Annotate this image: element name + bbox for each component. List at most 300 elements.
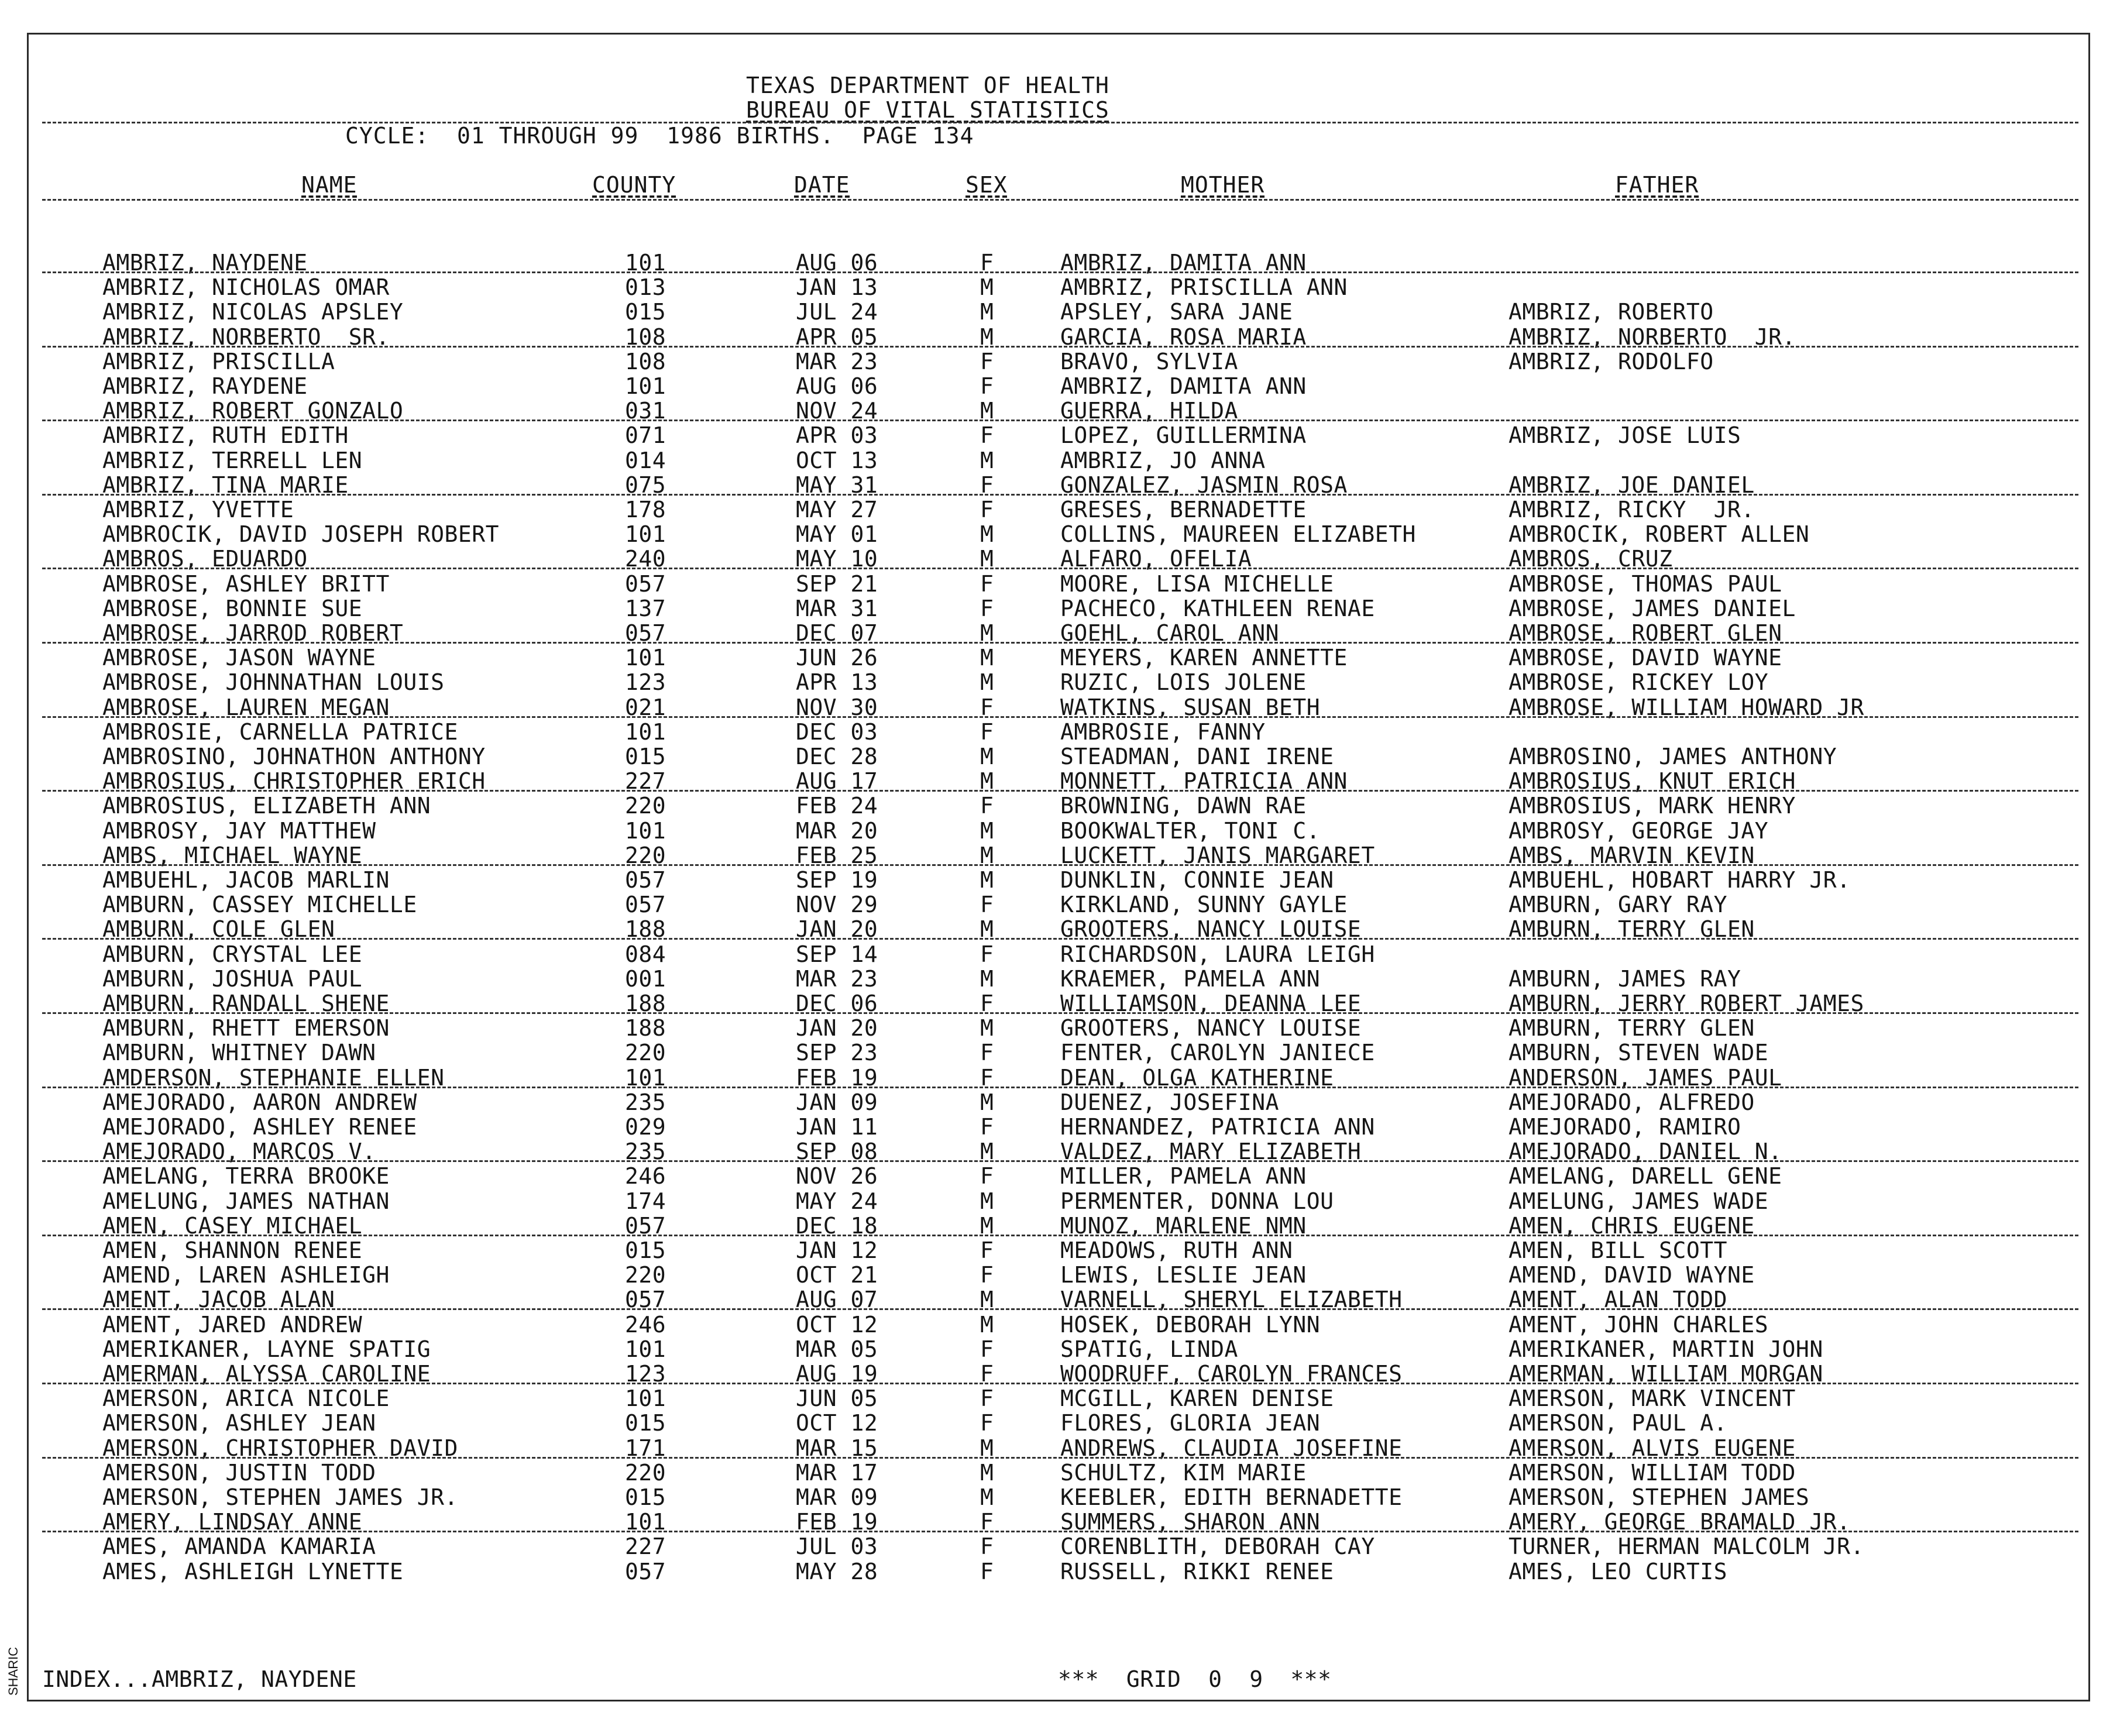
cell-father: AMENT, JOHN CHARLES: [1509, 1311, 1769, 1338]
cell-sex: F: [980, 991, 994, 1016]
cell-sex: M: [980, 768, 994, 795]
cell-county: 015: [625, 744, 666, 769]
header-bureau: BUREAU OF VITAL STATISTICS: [746, 97, 1109, 123]
cell-mother: GOEHL, CAROL ANN: [1060, 620, 1280, 646]
cell-county: 220: [625, 793, 666, 819]
cell-date: NOV 30: [796, 694, 878, 720]
cell-date: MAR 31: [796, 595, 878, 621]
cell-name: AMERSON, ARICA NICOLE: [102, 1386, 390, 1412]
cell-county: 021: [625, 694, 666, 720]
cell-name: AMBRIZ, RUTH EDITH: [102, 422, 349, 449]
cell-name: AMBROSIE, CARNELLA PATRICE: [102, 719, 458, 745]
cell-sex: F: [980, 719, 994, 745]
cell-father: AMES, LEO CURTIS: [1509, 1558, 1728, 1584]
cell-name: AMBURN, RANDALL SHENE: [102, 991, 390, 1016]
cell-father: AMEN, CHRIS EUGENE: [1509, 1212, 1755, 1239]
cell-date: APR 13: [796, 669, 878, 696]
cell-mother: DEAN, OLGA KATHERINE: [1060, 1064, 1334, 1091]
cell-father: AMBRIZ, RODOLFO: [1509, 348, 1714, 374]
cell-date: OCT 12: [796, 1410, 878, 1436]
table-row: [0, 275, 2127, 300]
cell-mother: BRAVO, SYLVIA: [1060, 348, 1238, 374]
cell-sex: M: [980, 645, 994, 671]
cell-county: 057: [625, 1287, 666, 1313]
cell-date: SEP 21: [796, 570, 878, 597]
row-separator: [42, 716, 2078, 718]
cell-mother: SCHULTZ, KIM MARIE: [1060, 1459, 1307, 1486]
cell-father: AMENT, ALAN TODD: [1509, 1287, 1728, 1313]
cell-sex: F: [980, 694, 994, 720]
footer-index: INDEX...AMBRIZ, NAYDENE: [42, 1666, 357, 1692]
cell-father: AMBROSE, JAMES DANIEL: [1509, 595, 1796, 621]
table-row: [0, 1115, 2127, 1139]
cell-mother: GROOTERS, NANCY LOUISE: [1060, 916, 1362, 943]
col-header-mother: MOTHER: [1181, 172, 1265, 198]
cell-mother: VARNELL, SHERYL ELIZABETH: [1060, 1287, 1403, 1313]
cell-father: AMBROSIUS, KNUT ERICH: [1509, 768, 1796, 795]
cell-sex: M: [980, 620, 994, 646]
cell-county: 188: [625, 1015, 666, 1041]
cell-mother: AMBRIZ, JO ANNA: [1060, 447, 1266, 473]
cell-county: 001: [625, 965, 666, 992]
cell-name: AMENT, JARED ANDREW: [102, 1311, 363, 1338]
cell-sex: F: [980, 1361, 994, 1387]
cell-mother: MUNOZ, MARLENE NMN: [1060, 1212, 1307, 1239]
cell-father: AMEND, DAVID WAYNE: [1509, 1262, 1755, 1288]
cell-father: AMBURN, TERRY GLEN: [1509, 1015, 1755, 1041]
cell-sex: M: [980, 1212, 994, 1239]
table-row: [0, 1189, 2127, 1214]
cell-date: FEB 19: [796, 1064, 878, 1091]
cell-county: 031: [625, 398, 666, 424]
cell-mother: PACHECO, KATHLEEN RENAE: [1060, 595, 1375, 621]
cell-mother: WOODRUFF, CAROLYN FRANCES: [1060, 1361, 1403, 1387]
cell-name: AMBROSE, ASHLEY BRITT: [102, 570, 390, 597]
cell-father: AMBROSE, ROBERT GLEN: [1509, 620, 1782, 646]
header-department: TEXAS DEPARTMENT OF HEALTH: [746, 73, 1109, 98]
cell-father: AMERSON, PAUL A.: [1509, 1410, 1728, 1436]
cell-mother: AMBRIZ, PRISCILLA ANN: [1060, 274, 1348, 301]
cell-date: MAR 15: [796, 1435, 878, 1461]
cell-sex: M: [980, 744, 994, 769]
cell-county: 235: [625, 1139, 666, 1165]
cell-county: 101: [625, 1386, 666, 1412]
cell-county: 108: [625, 348, 666, 374]
cell-father: AMBUEHL, HOBART HARRY JR.: [1509, 867, 1851, 893]
cell-mother: MILLER, PAMELA ANN: [1060, 1163, 1307, 1190]
cell-sex: F: [980, 472, 994, 498]
cell-name: AMEN, CASEY MICHAEL: [102, 1212, 363, 1239]
cell-name: AMBURN, RHETT EMERSON: [102, 1015, 390, 1041]
table-row: [0, 1386, 2127, 1411]
cell-father: AMBURN, STEVEN WADE: [1509, 1040, 1769, 1066]
cell-father: AMEJORADO, ALFREDO: [1509, 1089, 1755, 1115]
cell-mother: MOORE, LISA MICHELLE: [1060, 570, 1334, 597]
cell-mother: SUMMERS, SHARON ANN: [1060, 1509, 1321, 1535]
cell-name: AMBRIZ, PRISCILLA: [102, 348, 335, 374]
cell-mother: HOSEK, DEBORAH LYNN: [1060, 1311, 1321, 1338]
cell-county: 101: [625, 1336, 666, 1362]
cell-name: AMBURN, CASSEY MICHELLE: [102, 892, 417, 918]
row-separator: [42, 642, 2078, 644]
cell-mother: GONZALEZ, JASMIN ROSA: [1060, 472, 1348, 498]
cell-name: AMDERSON, STEPHANIE ELLEN: [102, 1064, 445, 1091]
cell-sex: M: [980, 447, 994, 473]
cell-father: AMBROS, CRUZ: [1509, 546, 1673, 572]
row-separator: [42, 1160, 2078, 1162]
cell-date: MAR 09: [796, 1484, 878, 1510]
cell-county: 123: [625, 669, 666, 696]
col-header-date: DATE: [794, 172, 850, 198]
cell-sex: F: [980, 892, 994, 918]
cell-county: 101: [625, 1509, 666, 1535]
cell-date: JAN 09: [796, 1089, 878, 1115]
cell-mother: AMBRIZ, DAMITA ANN: [1060, 373, 1307, 399]
cell-sex: M: [980, 1287, 994, 1313]
table-row: [0, 1312, 2127, 1337]
cell-county: 108: [625, 324, 666, 350]
cell-sex: F: [980, 1064, 994, 1091]
row-separator: [42, 1457, 2078, 1459]
cell-name: AMERSON, STEPHEN JAMES JR.: [102, 1484, 458, 1510]
cell-name: AMBRIZ, NICHOLAS OMAR: [102, 274, 390, 301]
cell-mother: GROOTERS, NANCY LOUISE: [1060, 1015, 1362, 1041]
cell-name: AMBROS, EDUARDO: [102, 546, 308, 572]
cell-sex: M: [980, 817, 994, 844]
cell-father: AMBROSINO, JAMES ANTHONY: [1509, 744, 1837, 769]
cell-mother: DUNKLIN, CONNIE JEAN: [1060, 867, 1334, 893]
cell-father: AMBURN, TERRY GLEN: [1509, 916, 1755, 943]
cell-father: AMELANG, DARELL GENE: [1509, 1163, 1782, 1190]
cell-name: AMERSON, JUSTIN TODD: [102, 1459, 376, 1486]
cell-name: AMELUNG, JAMES NATHAN: [102, 1188, 390, 1214]
cell-mother: KEEBLER, EDITH BERNADETTE: [1060, 1484, 1403, 1510]
cell-sex: F: [980, 1558, 994, 1584]
cell-father: TURNER, HERMAN MALCOLM JR.: [1509, 1534, 1864, 1560]
cell-county: 101: [625, 250, 666, 276]
row-separator: [42, 420, 2078, 421]
cell-name: AMERSON, CHRISTOPHER DAVID: [102, 1435, 458, 1461]
cell-date: MAY 31: [796, 472, 878, 498]
cell-name: AMBROSE, JOHNNATHAN LOUIS: [102, 669, 445, 696]
table-row: [0, 423, 2127, 448]
cell-mother: DUENEZ, JOSEFINA: [1060, 1089, 1280, 1115]
table-row: [0, 300, 2127, 324]
cell-sex: F: [980, 793, 994, 819]
cell-county: 188: [625, 991, 666, 1016]
cell-date: MAY 01: [796, 521, 878, 548]
cell-date: DEC 28: [796, 744, 878, 769]
table-row: [0, 572, 2127, 596]
cell-date: JUL 24: [796, 299, 878, 325]
cell-father: AMERSON, STEPHEN JAMES: [1509, 1484, 1810, 1510]
cell-county: 178: [625, 497, 666, 522]
cell-date: AUG 07: [796, 1287, 878, 1313]
cell-date: MAR 23: [796, 965, 878, 992]
cell-name: AMBROSINO, JOHNATHON ANTHONY: [102, 744, 486, 769]
cell-mother: MEADOWS, RUTH ANN: [1060, 1237, 1293, 1263]
cell-date: SEP 14: [796, 941, 878, 967]
cell-sex: F: [980, 497, 994, 522]
cell-sex: F: [980, 1410, 994, 1436]
cell-name: AMEJORADO, MARCOS V.: [102, 1139, 376, 1165]
cell-county: 174: [625, 1188, 666, 1214]
cell-mother: MCGILL, KAREN DENISE: [1060, 1386, 1334, 1412]
cell-sex: M: [980, 867, 994, 893]
cell-county: 015: [625, 1484, 666, 1510]
cell-mother: CORENBLITH, DEBORAH CAY: [1060, 1534, 1375, 1560]
cell-father: AMBURN, JERRY ROBERT JAMES: [1509, 991, 1864, 1016]
cell-county: 220: [625, 842, 666, 868]
cell-sex: M: [980, 1435, 994, 1461]
cell-sex: F: [980, 422, 994, 449]
cell-date: APR 03: [796, 422, 878, 449]
cell-county: 123: [625, 1361, 666, 1387]
cell-mother: FENTER, CAROLYN JANIECE: [1060, 1040, 1375, 1066]
cell-name: AMBRIZ, NICOLAS APSLEY: [102, 299, 404, 325]
cell-date: NOV 29: [796, 892, 878, 918]
cell-county: 171: [625, 1435, 666, 1461]
cell-date: FEB 24: [796, 793, 878, 819]
cell-mother: GRESES, BERNADETTE: [1060, 497, 1307, 522]
cell-date: MAY 24: [796, 1188, 878, 1214]
table-row: [0, 349, 2127, 374]
cell-father: AMERSON, ALVIS EUGENE: [1509, 1435, 1796, 1461]
cell-father: AMERIKANER, MARTIN JOHN: [1509, 1336, 1823, 1362]
cell-name: AMBRIZ, NAYDENE: [102, 250, 308, 276]
row-separator: [42, 271, 2078, 273]
cell-sex: F: [980, 1262, 994, 1288]
cell-name: AMBURN, JOSHUA PAUL: [102, 965, 363, 992]
cell-father: ANDERSON, JAMES PAUL: [1509, 1064, 1782, 1091]
cell-father: AMELUNG, JAMES WADE: [1509, 1188, 1769, 1214]
cell-name: AMELANG, TERRA BROOKE: [102, 1163, 390, 1190]
cell-name: AMBROSY, JAY MATTHEW: [102, 817, 376, 844]
cell-county: 015: [625, 299, 666, 325]
cell-date: AUG 06: [796, 373, 878, 399]
cell-father: AMBRIZ, JOE DANIEL: [1509, 472, 1755, 498]
table-row: [0, 1016, 2127, 1040]
cell-county: 057: [625, 570, 666, 597]
cell-county: 227: [625, 1534, 666, 1560]
row-separator: [42, 1235, 2078, 1236]
table-row: [0, 497, 2127, 522]
cell-county: 015: [625, 1410, 666, 1436]
cell-sex: F: [980, 595, 994, 621]
cell-county: 101: [625, 719, 666, 745]
cell-father: AMBRIZ, JOSE LUIS: [1509, 422, 1741, 449]
cell-mother: ALFARO, OFELIA: [1060, 546, 1252, 572]
cell-county: 246: [625, 1311, 666, 1338]
cell-date: JAN 20: [796, 1015, 878, 1041]
row-separator: [42, 346, 2078, 348]
table-row: [0, 1337, 2127, 1362]
cell-name: AMERY, LINDSAY ANNE: [102, 1509, 363, 1535]
cell-father: AMBRIZ, ROBERTO: [1509, 299, 1714, 325]
cell-sex: M: [980, 1015, 994, 1041]
cell-date: FEB 25: [796, 842, 878, 868]
cell-date: APR 05: [796, 324, 878, 350]
table-row: [0, 942, 2127, 967]
table-row: [0, 448, 2127, 473]
table-row: [0, 1238, 2127, 1263]
cell-father: AMBS, MARVIN KEVIN: [1509, 842, 1755, 868]
cell-sex: M: [980, 1089, 994, 1115]
cell-county: 101: [625, 373, 666, 399]
cell-county: 137: [625, 595, 666, 621]
cell-mother: GARCIA, ROSA MARIA: [1060, 324, 1307, 350]
cell-sex: M: [980, 324, 994, 350]
cell-sex: M: [980, 842, 994, 868]
cell-mother: MONNETT, PATRICIA ANN: [1060, 768, 1348, 795]
cell-name: AMBURN, CRYSTAL LEE: [102, 941, 363, 967]
cell-sex: F: [980, 1386, 994, 1412]
cell-sex: M: [980, 299, 994, 325]
cell-date: OCT 13: [796, 447, 878, 473]
cell-sex: M: [980, 398, 994, 424]
row-separator: [42, 494, 2078, 496]
cell-father: AMERSON, MARK VINCENT: [1509, 1386, 1796, 1412]
cell-mother: AMBROSIE, FANNY: [1060, 719, 1266, 745]
table-row: [0, 1040, 2127, 1065]
row-separator: [42, 1308, 2078, 1310]
cell-name: AMBROSE, JASON WAYNE: [102, 645, 376, 671]
cell-sex: M: [980, 521, 994, 548]
cell-father: AMBROSE, RICKEY LOY: [1509, 669, 1769, 696]
cell-county: 235: [625, 1089, 666, 1115]
cell-name: AMBURN, WHITNEY DAWN: [102, 1040, 376, 1066]
cell-county: 057: [625, 892, 666, 918]
cell-name: AMBROSIUS, ELIZABETH ANN: [102, 793, 431, 819]
cell-date: JAN 20: [796, 916, 878, 943]
cell-date: DEC 06: [796, 991, 878, 1016]
cell-date: DEC 07: [796, 620, 878, 646]
cell-date: JAN 12: [796, 1237, 878, 1263]
col-header-sex: SEX: [965, 172, 1008, 198]
cell-mother: BROWNING, DAWN RAE: [1060, 793, 1307, 819]
cell-name: AMBROSE, LAUREN MEGAN: [102, 694, 390, 720]
cell-father: AMBRIZ, NORBERTO JR.: [1509, 324, 1796, 350]
cell-father: AMERMAN, WILLIAM MORGAN: [1509, 1361, 1823, 1387]
row-separator: [42, 864, 2078, 866]
cell-date: DEC 03: [796, 719, 878, 745]
cell-sex: M: [980, 1459, 994, 1486]
cell-mother: GUERRA, HILDA: [1060, 398, 1238, 424]
cell-mother: COLLINS, MAUREEN ELIZABETH: [1060, 521, 1416, 548]
cell-name: AMBRIZ, YVETTE: [102, 497, 294, 522]
cell-county: 227: [625, 768, 666, 795]
cell-father: AMBROSE, DAVID WAYNE: [1509, 645, 1782, 671]
cell-father: AMBRIZ, RICKY JR.: [1509, 497, 1755, 522]
cell-sex: F: [980, 1237, 994, 1263]
cell-sex: M: [980, 1484, 994, 1510]
cell-mother: PERMENTER, DONNA LOU: [1060, 1188, 1334, 1214]
table-row: [0, 522, 2127, 546]
cell-county: 101: [625, 645, 666, 671]
cell-date: OCT 12: [796, 1311, 878, 1338]
cell-sex: F: [980, 570, 994, 597]
cell-county: 075: [625, 472, 666, 498]
cell-name: AMERMAN, ALYSSA CAROLINE: [102, 1361, 431, 1387]
cell-name: AMBROCIK, DAVID JOSEPH ROBERT: [102, 521, 499, 548]
cell-mother: SPATIG, LINDA: [1060, 1336, 1238, 1362]
cell-date: MAY 10: [796, 546, 878, 572]
cell-county: 013: [625, 274, 666, 301]
cell-county: 057: [625, 1212, 666, 1239]
cell-father: AMBROSY, GEORGE JAY: [1509, 817, 1769, 844]
cell-county: 057: [625, 620, 666, 646]
cell-sex: F: [980, 250, 994, 276]
cell-mother: MEYERS, KAREN ANNETTE: [1060, 645, 1348, 671]
cell-mother: LOPEZ, GUILLERMINA: [1060, 422, 1307, 449]
cell-sex: F: [980, 1040, 994, 1066]
cell-date: JAN 13: [796, 274, 878, 301]
side-label: [2, 1621, 23, 1697]
cell-date: MAR 23: [796, 348, 878, 374]
cell-county: 071: [625, 422, 666, 449]
cell-county: 014: [625, 447, 666, 473]
cell-county: 101: [625, 521, 666, 548]
cell-name: AMERSON, ASHLEY JEAN: [102, 1410, 376, 1436]
table-row: [0, 670, 2127, 695]
cell-mother: HERNANDEZ, PATRICIA ANN: [1060, 1114, 1375, 1140]
cell-mother: KRAEMER, PAMELA ANN: [1060, 965, 1321, 992]
cell-name: AMBRIZ, RAYDENE: [102, 373, 308, 399]
row-separator: [42, 1531, 2078, 1532]
row-separator: [42, 568, 2078, 569]
cell-date: JUN 05: [796, 1386, 878, 1412]
cell-date: FEB 19: [796, 1509, 878, 1535]
cell-name: AMENT, JACOB ALAN: [102, 1287, 335, 1313]
cell-father: AMBURN, GARY RAY: [1509, 892, 1728, 918]
table-row: [0, 868, 2127, 892]
cell-date: JUN 26: [796, 645, 878, 671]
col-header-father: FATHER: [1615, 172, 1699, 198]
cell-county: 015: [625, 1237, 666, 1263]
cell-date: AUG 17: [796, 768, 878, 795]
cell-father: AMERY, GEORGE BRAMALD JR.: [1509, 1509, 1851, 1535]
side-label-text: SHARIC: [6, 1646, 20, 1696]
cell-sex: F: [980, 373, 994, 399]
cell-name: AMEJORADO, ASHLEY RENEE: [102, 1114, 417, 1140]
cell-name: AMEND, LAREN ASHLEIGH: [102, 1262, 390, 1288]
table-row: [0, 1559, 2127, 1584]
row-separator: [42, 1012, 2078, 1014]
cell-county: 220: [625, 1040, 666, 1066]
cell-sex: F: [980, 1114, 994, 1140]
cell-name: AMEJORADO, AARON ANDREW: [102, 1089, 417, 1115]
cell-date: AUG 19: [796, 1361, 878, 1387]
cell-mother: WILLIAMSON, DEANNA LEE: [1060, 991, 1362, 1016]
cell-name: AMBRIZ, ROBERT GONZALO: [102, 398, 404, 424]
table-row: [0, 744, 2127, 769]
cell-date: MAR 05: [796, 1336, 878, 1362]
cell-county: 246: [625, 1163, 666, 1190]
cell-mother: LUCKETT, JANIS MARGARET: [1060, 842, 1375, 868]
row-separator: [42, 1383, 2078, 1384]
cell-sex: M: [980, 916, 994, 943]
cell-mother: RUZIC, LOIS JOLENE: [1060, 669, 1307, 696]
table-row: [0, 1534, 2127, 1559]
cell-date: SEP 23: [796, 1040, 878, 1066]
cell-name: AMBRIZ, TINA MARIE: [102, 472, 349, 498]
table-row: [0, 1485, 2127, 1510]
header-cycle: CYCLE: 01 THROUGH 99 1986 BIRTHS. PAGE 134: [345, 123, 974, 149]
cell-date: MAY 27: [796, 497, 878, 522]
table-row: [0, 1411, 2127, 1435]
cell-sex: M: [980, 546, 994, 572]
cell-sex: F: [980, 348, 994, 374]
